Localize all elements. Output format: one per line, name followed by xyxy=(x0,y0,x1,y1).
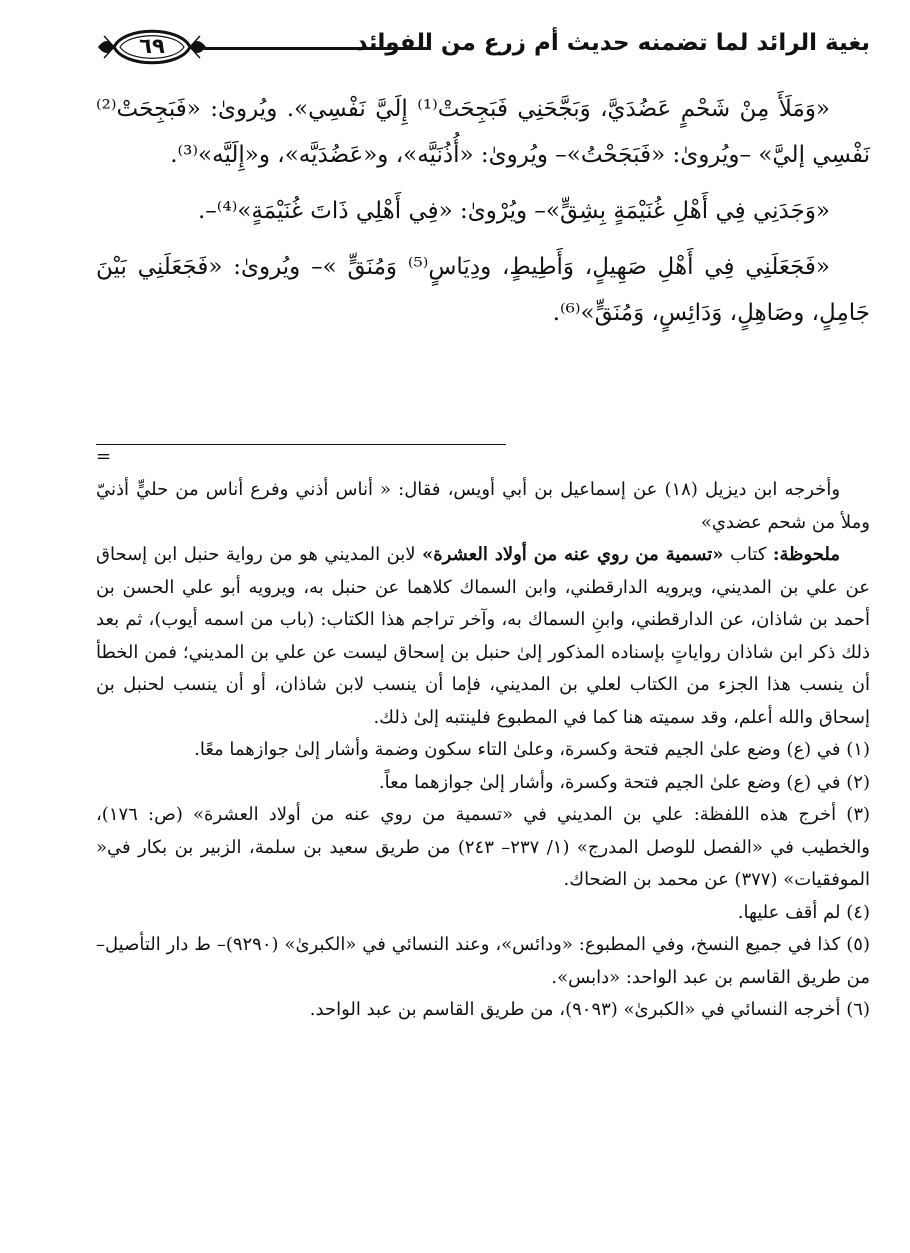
footnote-text: لم أقف عليها. xyxy=(737,901,841,923)
footnote-text: كذا في جميع النسخ، وفي المطبوع: «ودائس»، وعند النسائي في «الكبرىٰ» (٩٢٩٠)– ط دار التأصيل– من طريق القاسم بن عبد الواحد: «دابس». xyxy=(96,934,870,988)
note-pre: كتاب xyxy=(723,544,773,565)
hadith-paragraph-3: «فَجَعَلَنِي فِي أَهْلِ صَهِيلٍ، وَأَطِيطٍ، ودِيَاسٍ⁽⁵⁾ وَمُنَقٍّ »– ويُروىٰ: «فَجَعَلَنِي بَيْنَ جَامِلٍ، وصَاهِلٍ، وَدَائِسٍ، وَمُنَقٍّ»⁽⁶⁾. xyxy=(96,254,870,326)
footnote-2 xyxy=(96,767,870,800)
footnote-number: (٤) xyxy=(846,901,870,923)
note-paragraph xyxy=(96,539,870,734)
main-text xyxy=(96,86,870,346)
note-body: لابن المديني هو من رواية حنبل ابن إسحاق عن علي بن المديني، ويرويه الدارقطني، وابن السماك كلاهما عن حنبل به، ويرويه أبو علي الحسن بن أحمد بن شاذان، عن الدارقطني، وابنِ السماك به، وآخر تراجم هذا الكتاب: (باب من اسمه أيوب)، ثم بعد ذلك ذكر ابن شاذان رواياتٍ بإسناده المذكور إلىٰ حنبل بن إسحاق ليست عن علي بن المديني؛ فمن الخطأ أن ينسب هذا الجزء من الكتاب لعلي بن المديني، فإما أن ينسب لابن شاذان، أو أن ينسب لحنبل بن إسحاق والله أعلم، وقد سميته هنا كما في المطبوع فلينتبه إلىٰ ذلك. xyxy=(96,544,870,728)
footnote-number: (٦) xyxy=(846,999,870,1020)
footnote-number: (٥) xyxy=(846,934,870,955)
footnote-continuation: وأخرجه ابن ديزيل (١٨) عن إسماعيل بن أبي أويس، فقال: « أناس أذني وفرع أناس من حليٍّ أذنيّ وملأ من شحم عضدي» xyxy=(96,479,870,533)
footnote-number: (٢) xyxy=(846,771,870,793)
page-number-badge xyxy=(96,22,208,72)
footnote-text: أخرج هذه اللفظة: علي بن المديني في «تسمية من روي عنه من أولاد العشرة» (ص: ١٧٦)، والخطيب في «الفصل للوصل المدرج» (١/ ٢٣٧– ٢٤٣) من طريق سعيد بن سلمة، الزبير بن بكار في« الموفقيات» (٣٧٧) عن محمد بن الضحاك. xyxy=(96,804,870,890)
footnote-text: أخرجه النسائي في «الكبرىٰ» (٩٠٩٣)، من طريق القاسم بن عبد الواحد. xyxy=(309,999,841,1020)
hadith-paragraph-1: «وَمَلَأَ مِنْ شَحْمٍ عَضُدَيَّ، وَبَجَّحَنِي فَبَجِحَتْ⁽¹⁾ إِلَيَّ نَفْسِي». ويُروىٰ: «فَبَجِحَتْ⁽²⁾ نَفْسِي إليَّ» –ويُروىٰ: «فَبَجَحْتُ»– ويُروىٰ: «أُذُنَيَّه»، و«عَضُدَيَّه»، و«إِلَيَّه»⁽³⁾. xyxy=(96,96,870,168)
note-book-title: «تسمية من روي عنه من أولاد العشرة» xyxy=(422,544,724,565)
footnote-6 xyxy=(96,994,870,1027)
footnote-number: (٣) xyxy=(846,804,871,825)
footnote-3 xyxy=(96,799,870,897)
footnote-number: (١) xyxy=(846,739,870,760)
footnote-text: في (ع) وضع علىٰ الجيم فتحة وكسرة، وأشار إلىٰ جوازهما معاً. xyxy=(378,771,841,793)
footnote-divider xyxy=(96,444,506,445)
note-label: ملحوظة: xyxy=(772,544,841,565)
footnote-5 xyxy=(96,929,870,994)
continuation-mark: = xyxy=(96,446,112,467)
header-rule xyxy=(204,47,430,50)
running-title: بغية الرائد لما تضمنه حديث أم زرع من الفوائد xyxy=(355,30,870,56)
running-header xyxy=(96,22,870,72)
footnote-text: في (ع) وضع علىٰ الجيم فتحة وكسرة، وعلىٰ التاء سكون وضمة وأشار إلىٰ جوازهما معًا. xyxy=(194,739,841,760)
footnotes xyxy=(96,474,870,1027)
hadith-paragraph-2: «وَجَدَنِي فِي أَهْلِ غُنَيْمَةٍ بِشِقٍّ»– ويُرْوىٰ: «فِي أَهْلِي ذَاتَ غُنَيْمَةٍ»⁽⁴⁾–. xyxy=(198,198,830,224)
footnote-1 xyxy=(96,734,870,767)
page-number: ٦٩ xyxy=(139,34,165,58)
footnote-4 xyxy=(96,897,870,930)
